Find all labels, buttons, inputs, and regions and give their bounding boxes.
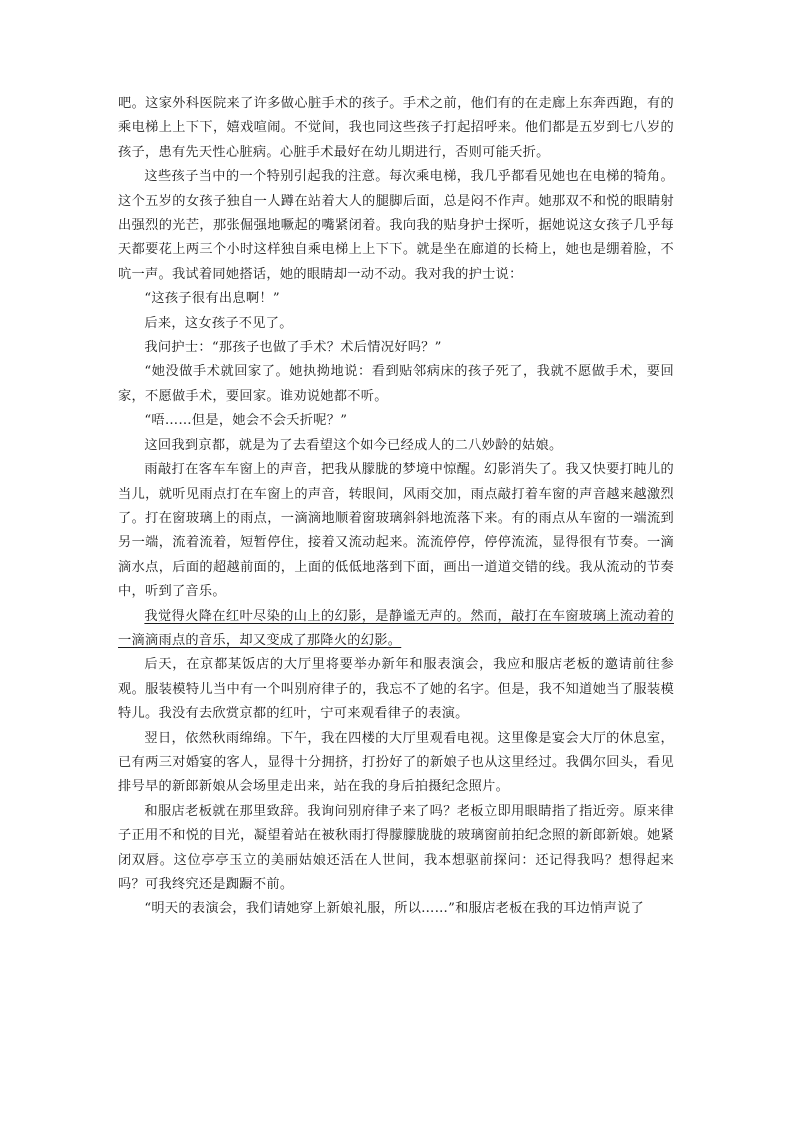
paragraph-11: 后天，在京都某饭店的大厅里将要举办新年和服表演会，我应和服店老板的邀请前往参观。服装模特儿当中有一个叫别府律子的，我忘不了她的名字。但是，我不知道她当了服装模特儿。我没有去欣赏京都的红叶，宁可来观看律子的表演。 [118, 657, 674, 722]
paragraph-4: 后来，这女孩子不见了。 [144, 315, 293, 331]
paragraph-10 [118, 605, 674, 654]
underlined-passage: 我觉得火降在红叶尽染的山上的幻影，是静谧无声的。然而，敲打在车窗玻璃上流动着的一滴滴雨点的音乐，却又变成了那降火的幻影。 [118, 608, 674, 648]
paragraph-6: “她没做手术就回家了。她执拗地说：看到贴邻病床的孩子死了，我就不愿做手术，要回家，不愿做手术，要回家。谁劝说她都不听。 [118, 364, 674, 404]
paragraph-12: 翌日，依然秋雨绵绵。下午，我在四楼的大厅里观看电视。这里像是宴会大厅的休息室，已有两三对婚宴的客人，显得十分拥挤，打扮好了的新娘子也从这里经过。我偶尔回头，看见排号早的新郎新娘从会场里走出来，站在我的身后拍摄纪念照片。 [118, 730, 674, 795]
document-page [118, 92, 674, 922]
paragraph-2: 这些孩子当中的一个特别引起我的注意。每次乘电梯，我几乎都看见她也在电梯的犄角。这个五岁的女孩子独自一人蹲在站着大人的腿脚后面，总是闷不作声。她那双不和悦的眼睛射出强烈的光芒，那张倔强地噘起的嘴紧闭着。我向我的贴身护士探听，据她说这女孩子几乎每天都要花上两三个小时这样独自乘电梯上上下下。就是坐在廊道的长椅上，她也是绷着脸，不吭一声。我试着同她搭话，她的眼睛却一动不动。我对我的护士说： [118, 169, 674, 282]
paragraph-8: 这回我到京都，就是为了去看望这个如今已经成人的二八妙龄的姑娘。 [144, 437, 563, 453]
paragraph-5: 我问护士：“那孩子也做了手术？术后情况好吗？” [144, 340, 442, 356]
paragraph-9: 雨敲打在客车车窗上的声音，把我从朦胧的梦境中惊醒。幻影消失了。我又快要打盹儿的当儿，就听见雨点打在车窗上的声音，转眼间，风雨交加，雨点敲打着车窗的声音越来越激烈了。打在窗玻璃上的雨点，一滴滴地顺着窗玻璃斜斜地流落下来。有的雨点从车窗的一端流到另一端，流着流着，短暂停住，接着又流动起来。流流停停，停停流流，显得很有节奏。一滴滴水点，后面的超越前面的，上面的低低地落到下面，画出一道道交错的线。我从流动的节奏中，听到了音乐。 [118, 462, 674, 600]
paragraph-14: “明天的表演会，我们请她穿上新娘礼服，所以……”和服店老板在我的耳边悄声说了 [144, 901, 645, 917]
paragraph-7: “唔……但是，她会不会夭折呢？” [144, 413, 348, 429]
paragraph-1: 吧。这家外科医院来了许多做心脏手术的孩子。手术之前，他们有的在走廊上东奔西跑，有的乘电梯上上下下，嬉戏喧闹。不觉间，我也同这些孩子打起招呼来。他们都是五岁到七八岁的孩子，患有先天性心脏病。心脏手术最好在幼儿期进行，否则可能夭折。 [118, 96, 674, 160]
paragraph-13: 和服店老板就在那里致辞。我询问别府律子来了吗？老板立即用眼睛指了指近旁。原来律子正用不和悦的目光，凝望着站在被秋雨打得朦朦胧胧的玻璃窗前拍纪念照的新郎新娘。她紧闭双唇。这位亭亭玉立的美丽姑娘还活在人世间，我本想驱前探问：还记得我吗？想得起来吗？可我终究还是踟蹰不前。 [118, 803, 674, 892]
paragraph-3: “这孩子很有出息啊！” [144, 291, 280, 307]
